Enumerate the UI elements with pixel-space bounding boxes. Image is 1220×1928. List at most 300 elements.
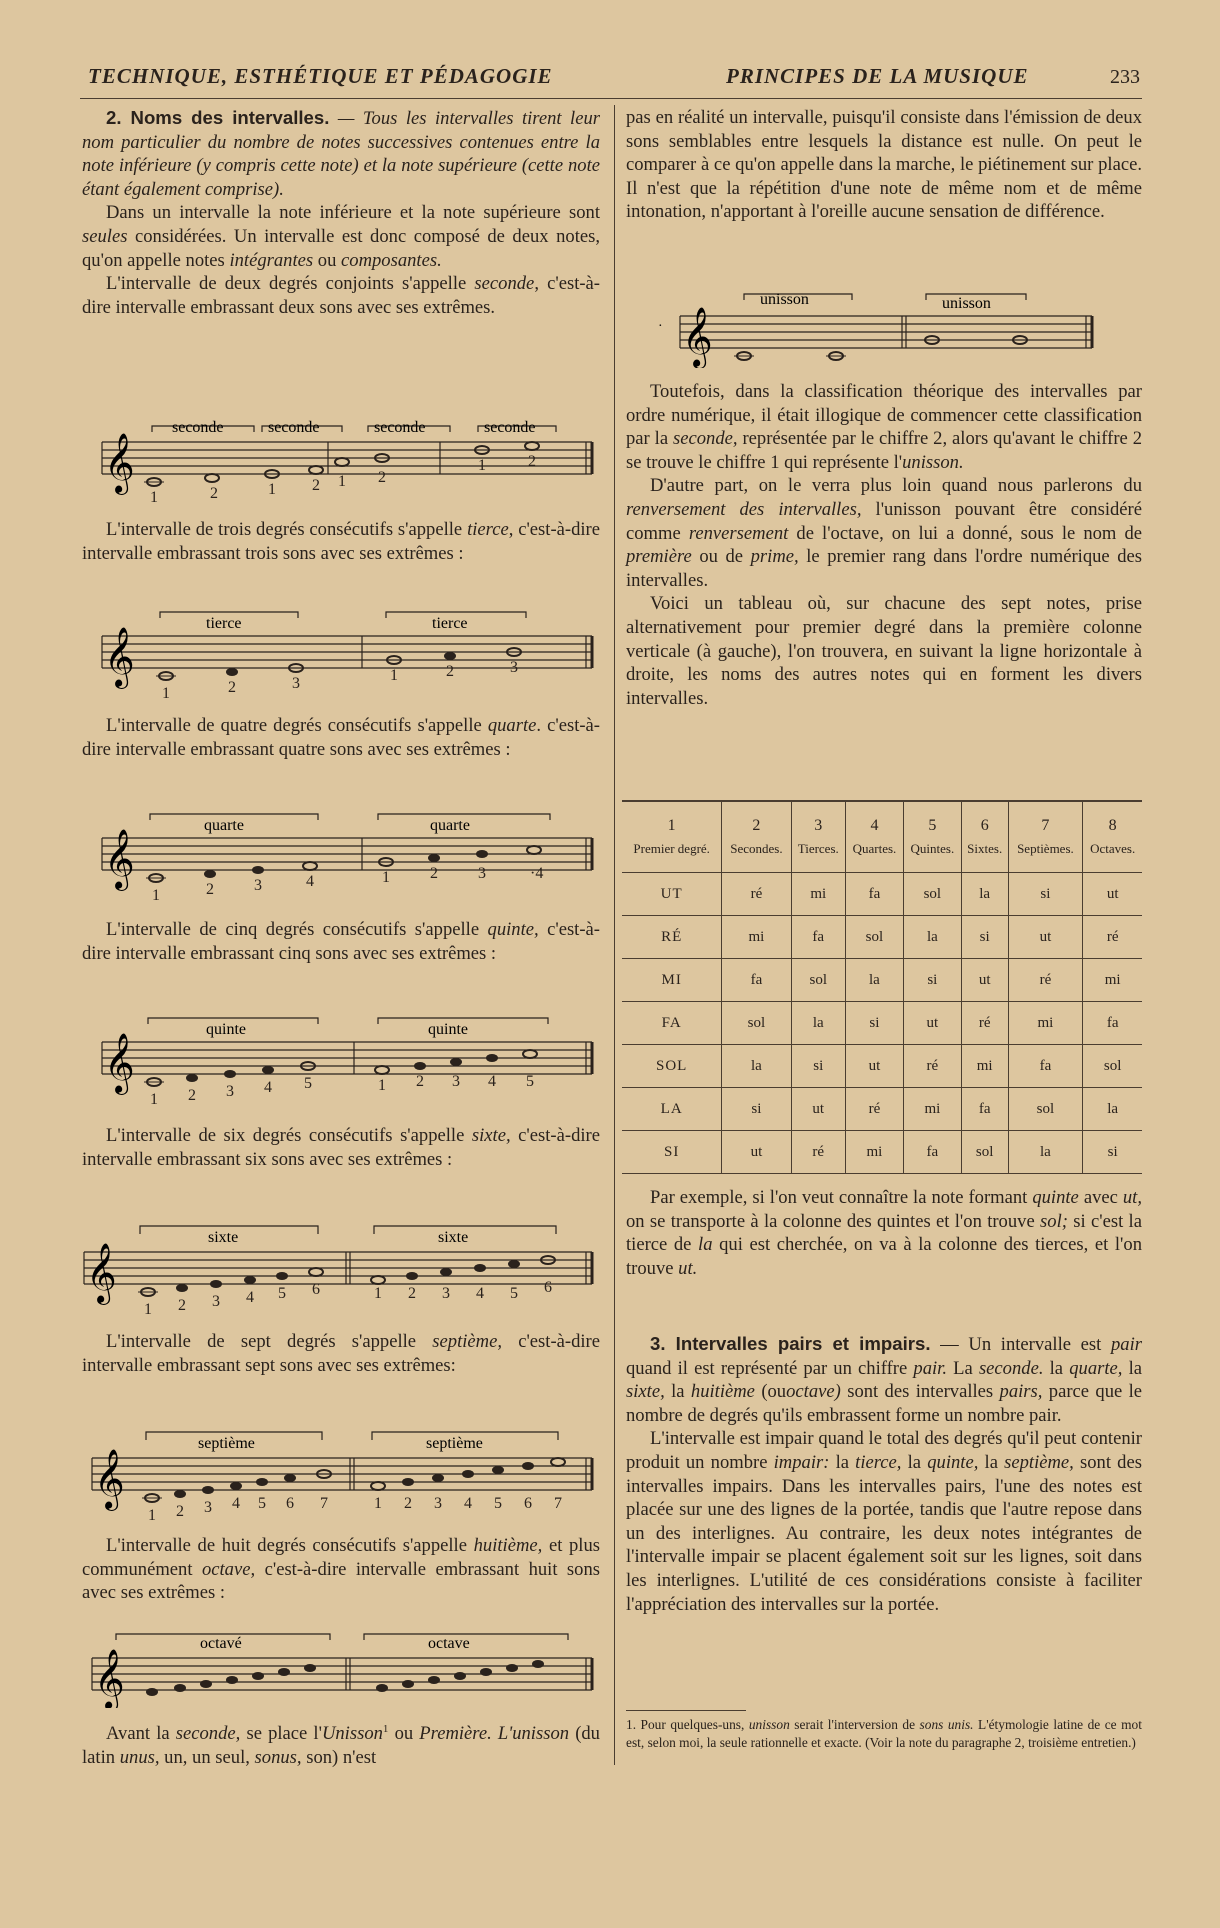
svg-text:3: 3 [254, 877, 262, 894]
table-cell: ut [903, 1002, 961, 1045]
page-number: 233 [1110, 66, 1140, 88]
column-header [845, 801, 903, 873]
text: unus, [119, 1746, 160, 1768]
table-cell: fa [903, 1131, 961, 1174]
table-cell: si [791, 1045, 845, 1088]
column-number: 5 [928, 817, 937, 834]
table-cell: fa [1008, 1045, 1083, 1088]
text: parce que le nombre de degrés qu'ils embrassent forme un nombre pair. [626, 1381, 1143, 1426]
table-cell: sol [961, 1131, 1008, 1174]
svg-text:3: 3 [212, 1293, 220, 1310]
table-cell: mi [722, 916, 791, 959]
staff-seconde [82, 410, 600, 506]
table-cell: si [845, 1002, 903, 1045]
text: considérées. Un intervalle est donc composé de deux notes, qu'on appelle notes [82, 225, 600, 271]
table-cell: ré [791, 1131, 845, 1174]
table-cell: fa [791, 916, 845, 959]
treble-clef-icon: 𝄞 [682, 309, 713, 366]
text: pair [1111, 1334, 1142, 1355]
table-body [622, 873, 1142, 1174]
footnote-rule [626, 1710, 746, 1711]
table-cell: ré [1083, 916, 1142, 959]
text: la [671, 1381, 685, 1403]
interval-label: sixte [438, 1229, 469, 1246]
table-cell: fa [961, 1088, 1008, 1131]
svg-text:6: 6 [312, 1281, 320, 1298]
text: L'intervalle de quatre degrés consécutifs s'appelle [106, 715, 482, 736]
text: quand il est représenté par un chiffre [626, 1357, 908, 1379]
text: c'est-à-dire intervalle embrassant cinq sons avec ses extrêmes : [82, 919, 600, 964]
svg-text:4: 4 [488, 1073, 496, 1090]
table-cell: la [961, 873, 1008, 916]
text: un, un seul, [164, 1746, 250, 1768]
footnote-marker: 1 [382, 1723, 389, 1735]
column-label: Quartes. [852, 841, 897, 856]
paragraph-quarte [82, 714, 600, 761]
text: Par exemple, si l'on veut connaître la note formant [650, 1187, 1028, 1208]
table-cell: la [1083, 1088, 1142, 1131]
svg-text:5: 5 [278, 1285, 286, 1302]
running-header-right: PRINCIPES DE LA MUSIQUE [726, 64, 1029, 88]
text: L'intervalle de huit degrés consécutifs s'appelle [106, 1535, 467, 1556]
svg-text:1: 1 [150, 489, 158, 506]
svg-text:1: 1 [152, 887, 160, 902]
text: intégrantes [229, 249, 314, 271]
interval-label: seconde [484, 419, 536, 436]
svg-text:5: 5 [304, 1075, 312, 1092]
text: L'unisson [497, 1723, 570, 1745]
table-row [622, 959, 1142, 1002]
svg-text:1: 1 [378, 1077, 386, 1094]
paragraph-tierce [82, 518, 600, 565]
text: huitième, [473, 1535, 543, 1556]
svg-text:1: 1 [268, 481, 276, 498]
table-cell: si [903, 959, 961, 1002]
text: octave, [201, 1558, 256, 1580]
column-number: 3 [814, 817, 823, 834]
svg-text:4: 4 [264, 1079, 272, 1096]
interval-label: tierce [432, 615, 468, 632]
table-cell: ut [845, 1045, 903, 1088]
table-cell: mi [1083, 959, 1142, 1002]
intro-italic: — Tous les intervalles tirent leur nom particulier du nombre de notes successives contenues entre la note inférieure (y compris cette note) et la note supérieure (cette note étant également comprise). [82, 108, 600, 200]
table-row [622, 1045, 1142, 1088]
svg-text:4: 4 [476, 1285, 484, 1302]
interval-label: sixte [208, 1229, 239, 1246]
text: ou de [699, 546, 744, 568]
svg-text:6: 6 [286, 1495, 294, 1512]
treble-clef-icon: 𝄞 [86, 1245, 117, 1302]
column-number: 7 [1041, 817, 1050, 834]
svg-text:3: 3 [478, 865, 486, 882]
svg-text:5: 5 [510, 1285, 518, 1302]
column-label: Septièmes. [1017, 841, 1074, 856]
row-note: MI [622, 959, 722, 1002]
table-row [622, 1131, 1142, 1174]
table-cell: mi [903, 1088, 961, 1131]
text: L'intervalle de deux degrés conjoints s'appelle [106, 273, 467, 295]
svg-text:2: 2 [430, 865, 438, 882]
text: septième, [1004, 1451, 1074, 1473]
text: (ou [761, 1381, 787, 1403]
interval-label: quarte [430, 817, 470, 834]
svg-text:3: 3 [292, 675, 300, 692]
text: pair. [913, 1357, 947, 1379]
text: (du latin [82, 1723, 600, 1768]
table-cell: la [791, 1002, 845, 1045]
staff-quarte [82, 806, 600, 902]
table-cell: si [961, 916, 1008, 959]
table-cell: si [722, 1088, 791, 1131]
table-cell: mi [961, 1045, 1008, 1088]
svg-text:2: 2 [188, 1087, 196, 1104]
interval-label: quinte [206, 1021, 246, 1038]
svg-text:2: 2 [312, 477, 320, 494]
column-number: 8 [1108, 817, 1117, 834]
svg-text:·: · [658, 319, 663, 334]
text: L'intervalle de trois degrés consécutifs s'appelle [106, 519, 463, 540]
text: renversement [688, 522, 789, 544]
svg-text:2: 2 [228, 679, 236, 696]
table-cell: la [845, 959, 903, 1002]
svg-text:1: 1 [162, 685, 170, 700]
text: seconde. [978, 1357, 1044, 1379]
table-cell: si [1083, 1131, 1142, 1174]
text: la [1128, 1357, 1142, 1379]
text: la [835, 1451, 849, 1473]
text: seconde, [673, 428, 738, 450]
text: c'est-à-dire intervalle embrassant huit sons avec ses extrêmes : [82, 1558, 600, 1604]
text: La [953, 1357, 973, 1379]
svg-text:1: 1 [382, 869, 390, 886]
column-header [903, 801, 961, 873]
table-cell: la [1008, 1131, 1083, 1174]
text: L'intervalle est impair quand le total des degrés qu'il peut contenir produit un nombre [626, 1428, 1142, 1473]
text: Dans un intervalle la note inférieure et la note supérieure sont [106, 202, 600, 224]
table-row [622, 1088, 1142, 1131]
text: le premier rang dans l'ordre numérique des intervalles. [626, 546, 1143, 591]
table-cell: ré [845, 1088, 903, 1131]
table-cell: ré [961, 1002, 1008, 1045]
svg-text:2: 2 [378, 469, 386, 486]
text: quinte [1032, 1187, 1079, 1208]
paragraph-quinte [82, 918, 600, 965]
text: seules [82, 225, 128, 247]
footnote [626, 1716, 1142, 1752]
text: , c'est-à-dire intervalle embrassant trois sons avec ses extrêmes : [82, 519, 600, 564]
svg-text:7: 7 [554, 1495, 562, 1512]
interval-label: octavé [200, 1635, 242, 1652]
text: unisson [748, 1717, 790, 1732]
text: pairs, [999, 1381, 1043, 1403]
text: se place l' [246, 1723, 322, 1745]
column-label: Premier degré. [633, 841, 710, 856]
svg-text:3: 3 [204, 1499, 212, 1516]
paragraph-octave [82, 1534, 600, 1605]
text: sixte, [471, 1125, 511, 1146]
table-cell: sol [845, 916, 903, 959]
intro-paragraph [82, 106, 600, 319]
text: quarte, [1069, 1357, 1123, 1379]
table-cell: la [903, 916, 961, 959]
text: première [626, 546, 692, 568]
table-cell: fa [845, 873, 903, 916]
row-note: FA [622, 1002, 722, 1045]
svg-text:1: 1 [374, 1285, 382, 1302]
paragraph-unisson [82, 1718, 600, 1769]
text: quinte, [927, 1451, 979, 1473]
intervals-table [622, 800, 1142, 1174]
row-note: SOL [622, 1045, 722, 1088]
text: composantes. [341, 249, 442, 271]
table-cell: ré [722, 873, 791, 916]
staff-septieme [82, 1426, 600, 1522]
staff-octave [82, 1628, 600, 1708]
treble-clef-icon: 𝄞 [104, 831, 135, 888]
treble-clef-icon: 𝄞 [94, 1451, 125, 1508]
column-label: Sixtes. [967, 841, 1003, 856]
svg-text:3: 3 [452, 1073, 460, 1090]
interval-label: tierce [206, 615, 242, 632]
table-cell: sol [903, 873, 961, 916]
interval-label: septième [198, 1435, 255, 1452]
text: de l'octave, on lui a donné, sous le nom de [796, 522, 1143, 544]
column-label: Tierces. [797, 841, 839, 856]
svg-text:3: 3 [434, 1495, 442, 1512]
paragraph-unisson-cont [626, 106, 1142, 224]
text: qui est cherchée, on va à la colonne des tierces, et l'on trouve [626, 1234, 1142, 1279]
text: renversement des intervalles, [626, 498, 862, 520]
text: la [1049, 1357, 1064, 1379]
staff-sixte [82, 1220, 600, 1316]
header-rule [80, 98, 1142, 99]
svg-text:1: 1 [148, 1507, 156, 1522]
text: si c'est la tierce de [626, 1210, 1142, 1256]
svg-text:4: 4 [464, 1495, 472, 1512]
svg-text:5: 5 [526, 1073, 534, 1090]
text: seconde, [175, 1723, 241, 1745]
table-cell: sol [722, 1002, 791, 1045]
staff-unisson [640, 282, 1100, 368]
text: et plus communément [82, 1535, 600, 1580]
text: D'autre part, on le verra plus loin quand nous parlerons du [650, 475, 1142, 497]
text: 1. Pour quelques-uns, [626, 1717, 745, 1732]
svg-text:4: 4 [306, 873, 314, 890]
text: L'intervalle de sept degrés s'appelle [106, 1331, 417, 1352]
interval-label: septième [426, 1435, 483, 1452]
row-note: UT [622, 873, 722, 916]
text: . c'est-à-dire intervalle embrassant quatre sons avec ses extrêmes : [82, 715, 600, 760]
text: avec [1083, 1187, 1118, 1208]
row-note: SI [622, 1131, 722, 1174]
table-cell: fa [722, 959, 791, 1002]
table-cell: sol [1008, 1088, 1083, 1131]
column-header [1083, 801, 1142, 873]
row-note: LA [622, 1088, 722, 1131]
text: unisson. [902, 451, 964, 473]
table-cell: ut [961, 959, 1008, 1002]
table-row [622, 1002, 1142, 1045]
column-number: 6 [980, 817, 989, 834]
svg-text:5: 5 [494, 1495, 502, 1512]
text: la [984, 1451, 998, 1473]
interval-label: quinte [428, 1021, 468, 1038]
text: sol; [1040, 1210, 1068, 1232]
paragraph-sixte [82, 1124, 600, 1171]
text: la [698, 1234, 713, 1256]
text: septième, [432, 1331, 502, 1352]
text: ou [317, 249, 337, 271]
interval-label: seconde [268, 419, 320, 436]
text: prime, [750, 546, 799, 568]
table-row [622, 873, 1142, 916]
text: seconde [474, 273, 535, 295]
table-cell: ré [1008, 959, 1083, 1002]
staff-tierce [82, 604, 600, 700]
table-cell: ré [903, 1045, 961, 1088]
interval-label: seconde [172, 419, 224, 436]
section-pairs-impairs [626, 1332, 1142, 1616]
text: ut, [1122, 1187, 1142, 1208]
text: sons unis. [919, 1717, 974, 1732]
text: c'est-à-dire intervalle embrassant sept sons avec ses extrêmes: [82, 1331, 601, 1376]
text: sont des intervalles impairs. Dans les intervalles pairs, l'une des notes est placée sur une des lignes de la portée, tandis que l'autre repose dans un des interlignes. Au contraire, les deux notes intégrantes de l'intervalle impair se placent également soit sur les lignes, soit dans les interlignes. L'utilité de ces considérations consiste à faciliter l'appréciation des intervalles sur la portée. [626, 1451, 1142, 1615]
svg-text:5: 5 [258, 1495, 266, 1512]
text: représentée par le chiffre 2, alors qu'avant le chiffre 2 se trouve le chiffre 1 qui représente l' [626, 428, 1142, 473]
svg-text:1: 1 [144, 1301, 152, 1316]
text: L'intervalle de cinq degrés consécutifs s'appelle [106, 919, 480, 940]
running-header-left: TECHNIQUE, ESTHÉTIQUE ET PÉDAGOGIE [88, 64, 553, 88]
svg-text:2: 2 [206, 881, 214, 898]
interval-label: octave [428, 1635, 470, 1652]
text: octave) [786, 1381, 841, 1403]
text: Avant la [106, 1723, 170, 1745]
text: Unisson [321, 1723, 383, 1745]
text: quarte [487, 715, 537, 736]
table-cell: ut [1008, 916, 1083, 959]
text: ou [394, 1723, 414, 1745]
table-cell: mi [791, 873, 845, 916]
text: sonus, [254, 1746, 302, 1768]
text: son) n'est [306, 1746, 377, 1768]
svg-text:·4: ·4 [530, 865, 544, 882]
svg-text:4: 4 [246, 1289, 254, 1306]
svg-text:7: 7 [320, 1495, 328, 1512]
column-header [961, 801, 1008, 873]
text: Première. [419, 1723, 492, 1745]
svg-text:4: 4 [232, 1495, 240, 1512]
text: , c'est-à-dire intervalle embrassant deux sons avec ses extrêmes. [82, 273, 600, 318]
paragraph-classification [626, 380, 1142, 710]
interval-label: quarte [204, 817, 244, 834]
text: impair: [773, 1451, 830, 1473]
svg-text:1: 1 [150, 1091, 158, 1106]
text: la [907, 1451, 922, 1473]
svg-text:2: 2 [408, 1285, 416, 1302]
table-cell: ut [722, 1131, 791, 1174]
text: on se transporte à la colonne des quintes et l'on trouve [626, 1210, 1035, 1232]
svg-text:1: 1 [374, 1495, 382, 1512]
text: pas en réalité un intervalle, puisqu'il consiste dans l'émission de deux sons semblables entre lesquels la distance est nulle. On peut le comparer à ce qu'on appelle dans la marche, le piétinement sur place. Il n'est que la répétition d'une note de même nom et de même intonation, n'apportant à l'oreille aucune sensation de différence. [626, 107, 1142, 223]
treble-clef-icon: 𝄞 [104, 629, 135, 686]
section-title: 2. Noms des intervalles. [106, 107, 330, 128]
text: — Un intervalle est [940, 1334, 1102, 1355]
column-label: Quintes. [910, 841, 955, 856]
treble-clef-icon: 𝄞 [104, 1035, 135, 1092]
text: sont des intervalles [847, 1381, 994, 1403]
text: quinte, [487, 919, 539, 940]
svg-text:2: 2 [528, 453, 536, 470]
column-number: 4 [870, 817, 879, 834]
svg-text:3: 3 [226, 1083, 234, 1100]
column-number: 2 [752, 817, 761, 834]
text: l'unisson pouvant être considéré comme [626, 498, 1142, 544]
text: L'intervalle de six degrés consécutifs s'appelle [106, 1125, 465, 1146]
table-cell: sol [791, 959, 845, 1002]
svg-text:2: 2 [416, 1073, 424, 1090]
interval-label: seconde [374, 419, 426, 436]
text: L'étymologie latine de ce mot est, selon moi, la seule rationnelle et exacte. (Voir la note du paragraphe 2, troisième entretien.) [626, 1717, 1142, 1750]
interval-label: unisson [760, 291, 809, 308]
table-cell: sol [1083, 1045, 1142, 1088]
column-number: 1 [667, 817, 676, 834]
svg-text:1: 1 [478, 457, 486, 474]
column-label: Octaves. [1090, 841, 1136, 856]
svg-text:1: 1 [338, 473, 346, 490]
table-header-row [622, 801, 1142, 873]
text: ut. [678, 1257, 698, 1279]
interval-label: unisson [942, 295, 991, 312]
column-header [791, 801, 845, 873]
text: huitième [690, 1381, 755, 1403]
paragraph-septieme [82, 1330, 600, 1377]
table-row [622, 916, 1142, 959]
svg-text:2: 2 [210, 485, 218, 502]
paragraph-example [626, 1186, 1142, 1280]
svg-text:2: 2 [178, 1297, 186, 1314]
table-cell: fa [1083, 1002, 1142, 1045]
text: sixte, [626, 1381, 665, 1403]
text: c'est-à-dire intervalle embrassant six sons avec ses extrêmes : [82, 1125, 600, 1170]
svg-text:3: 3 [510, 659, 518, 676]
treble-clef-icon: 𝄞 [104, 435, 135, 492]
text: serait l'interversion de [794, 1717, 916, 1732]
text: tierce [467, 519, 509, 540]
table-cell: la [722, 1045, 791, 1088]
table-cell: mi [845, 1131, 903, 1174]
column-header [722, 801, 791, 873]
treble-clef-icon: 𝄞 [94, 1651, 125, 1708]
table-cell: mi [1008, 1002, 1083, 1045]
row-note: RÉ [622, 916, 722, 959]
text: Toutefois, dans la classification théorique des intervalles par ordre numérique, il était illogique de commencer cette classification par la [626, 381, 1142, 450]
column-header [622, 801, 722, 873]
svg-text:1: 1 [390, 667, 398, 684]
svg-text:2: 2 [176, 1503, 184, 1520]
table-cell: si [1008, 873, 1083, 916]
text: Voici un tableau où, sur chacune des sept notes, prise alternativement pour premier degré dans la première colonne verticale (à gauche), l'on trouvera, en suivant la ligne horizontale à droite, les noms des autres notes qui en forment les divers intervalles. [626, 593, 1142, 709]
svg-text:6: 6 [544, 1279, 552, 1296]
svg-text:2: 2 [446, 663, 454, 680]
staff-quinte [82, 1010, 600, 1106]
svg-text:2: 2 [404, 1495, 412, 1512]
table-cell: ut [1083, 873, 1142, 916]
column-label: Secondes. [730, 841, 783, 856]
text: tierce, [855, 1451, 902, 1473]
column-header [1008, 801, 1083, 873]
svg-text:3: 3 [442, 1285, 450, 1302]
table-cell: ut [791, 1088, 845, 1131]
